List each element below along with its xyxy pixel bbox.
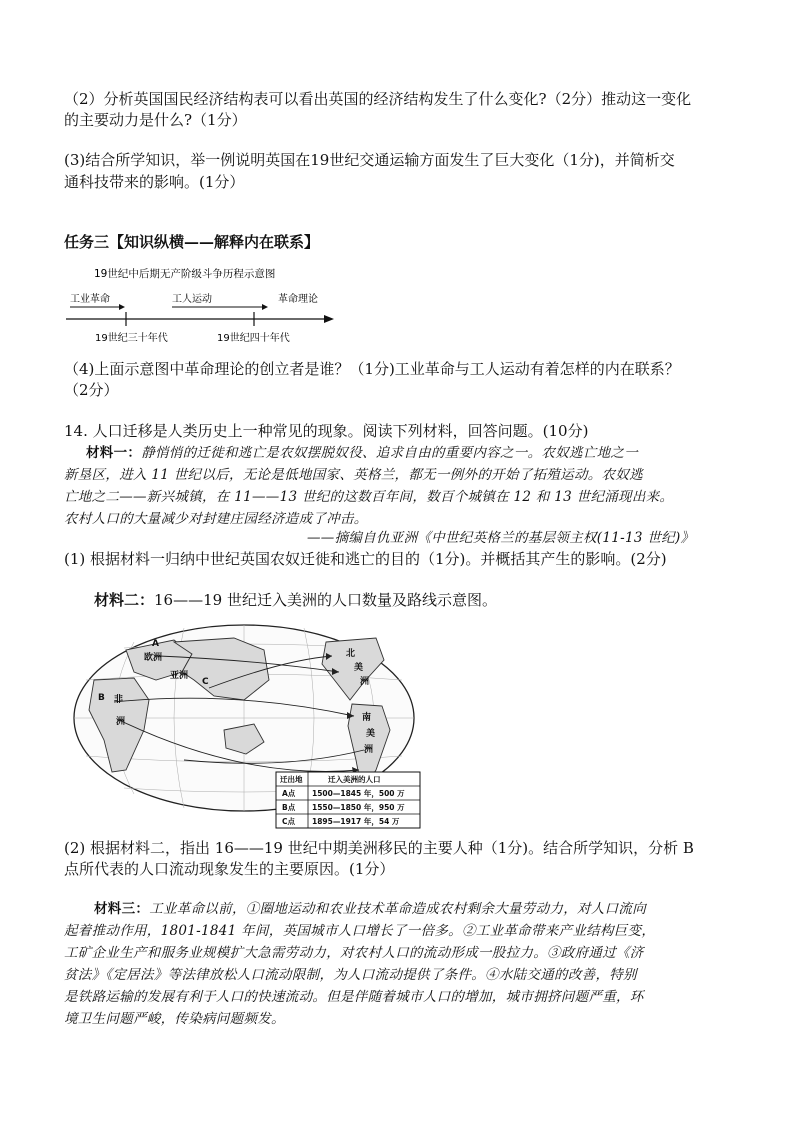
table-col1: 迁出地 <box>280 775 303 784</box>
material3-line1 <box>94 898 646 920</box>
timeline-label-worker: 工人运动 <box>172 294 212 305</box>
arrow-2-head <box>262 304 268 310</box>
material1-line2: 新垦区，进入 11 世纪以后，无论是低地国家、英格兰，都无一例外的开始了拓殖运动。农奴逃 <box>64 467 643 483</box>
table-row-a-value: 1500—1845 年，500 万 <box>312 789 405 798</box>
question-2-line1: （2）分析英国国民经济结构表可以看出英国的经济结构发生了什么变化?（2分）推动这一变化 <box>64 90 692 108</box>
point-a: A <box>152 639 159 649</box>
material1-label: 材料一： <box>86 445 142 461</box>
label-na-3: 洲 <box>360 677 370 687</box>
label-europe: 欧洲 <box>144 653 163 663</box>
timeline-diagram <box>64 264 344 346</box>
timeline-label-theory: 革命理论 <box>278 294 318 305</box>
material3-line4: 贫法》《定居法》等法律放松人口流动限制，为人口流动提供了条件。④水陆交通的改善，特别 <box>64 967 637 983</box>
timeline-axis-head <box>324 315 334 323</box>
question-4-line2: （2分） <box>64 381 119 399</box>
label-na-2: 美 <box>354 663 364 673</box>
material2-label: 材料二： <box>94 591 155 609</box>
timeline-title: 19世纪中后期无产阶级斗争历程示意图 <box>94 268 276 280</box>
point-b: B <box>98 693 105 703</box>
table-row-a-point: A点 <box>282 789 296 798</box>
table-row-b-point: B点 <box>282 803 296 812</box>
material3-line2: 起着推动作用，1801-1841 年间，英国城市人口增长了一倍多。②工业革命带来产业结构巨变， <box>64 923 656 939</box>
arrow-1-head <box>119 304 125 310</box>
label-africa-1: 非 <box>114 695 124 705</box>
tick-1830-label: 19世纪三十年代 <box>95 333 168 344</box>
tick-1840-label: 19世纪四十年代 <box>217 333 290 344</box>
material1-line3: 亡地之二——新兴城镇，在 11——13 世纪的这数百年间，数百个城镇在 12 和 13 世纪涌现出来。 <box>64 489 674 505</box>
question-14-intro: 14. 人口迁移是人类历史上一种常见的现象。阅读下列材料，回答问题。(10分) <box>64 422 589 440</box>
label-africa-2: 洲 <box>116 717 126 727</box>
question-14-2-line2: 点所代表的人口流动现象发生的主要原因。(1分） <box>64 860 395 878</box>
label-sa-2: 美 <box>366 729 376 739</box>
migration-map <box>64 620 422 830</box>
material3-line6: 境卫生问题严峻，传染病问题频发。 <box>64 1011 285 1027</box>
material3-line5: 是铁路运输的发展有利于人口的快速流动。但是伴随着城市人口的增加，城市拥挤问题严重，环 <box>64 989 644 1005</box>
question-14-1: (1) 根据材料一归纳中世纪英国农奴迁徙和逃亡的目的（1分)。并概括其产生的影响。(2分) <box>64 550 667 568</box>
table-row-b-value: 1550—1850 年，950 万 <box>312 803 405 812</box>
table-col2: 迁入美洲的人口 <box>328 775 381 784</box>
material3-label: 材料三： <box>94 901 150 917</box>
table-row-c-point: C点 <box>282 817 296 826</box>
label-sa-3: 洲 <box>364 745 374 755</box>
question-4-line1: （4)上面示意图中革命理论的创立者是谁？（1分)工业革命与工人运动有着怎样的内在联系？ <box>64 360 680 378</box>
question-3-line1: (3)结合所学知识，举一例说明英国在19世纪交通运输方面发生了巨大变化（1分)，并简析交 <box>64 151 675 169</box>
label-asia: 亚洲 <box>170 671 189 681</box>
material2-text: 16——19 世纪迁入美洲的人口数量及路线示意图。 <box>154 591 497 609</box>
material1-text1: 静悄悄的迁徙和逃亡是农奴摆脱奴役、追求自由的重要内容之一。农奴逃亡地之一 <box>141 445 639 461</box>
material1-source: ——摘编自仇亚洲《中世纪英格兰的基层领主权(11-13 世纪)》 <box>307 530 695 546</box>
material1-line1 <box>86 442 638 464</box>
question-14-2-line1: (2) 根据材料二，指出 16——19 世纪中期美洲移民的主要人种（1分)。结合所学知识，分析 B <box>64 839 694 857</box>
question-3-line2: 通科技带来的影响。(1分） <box>64 173 245 191</box>
question-2-line2: 的主要动力是什么?（1分） <box>64 111 247 129</box>
label-na-1: 北 <box>346 649 356 659</box>
label-sa-1: 南 <box>362 713 372 723</box>
material3-line3: 工矿企业生产和服务业规模扩大急需劳动力，对农村人口的流动形成一股拉力。③政府通过《济 <box>64 945 644 961</box>
material2-line <box>94 588 497 612</box>
material1-line4: 农村人口的大量减少对封建庄园经济造成了冲击。 <box>64 511 368 527</box>
table-row-c-value: 1895—1917 年，54 万 <box>312 817 400 826</box>
material3-text1: 工业革命以前，①圈地运动和农业技术革命造成农村剩余大量劳动力，对人口流向 <box>149 901 647 917</box>
timeline-label-industrial: 工业革命 <box>70 294 110 305</box>
point-c: C <box>202 677 209 687</box>
migration-table <box>276 772 420 828</box>
task3-heading: 任务三【知识纵横——解释内在联系】 <box>64 233 320 251</box>
